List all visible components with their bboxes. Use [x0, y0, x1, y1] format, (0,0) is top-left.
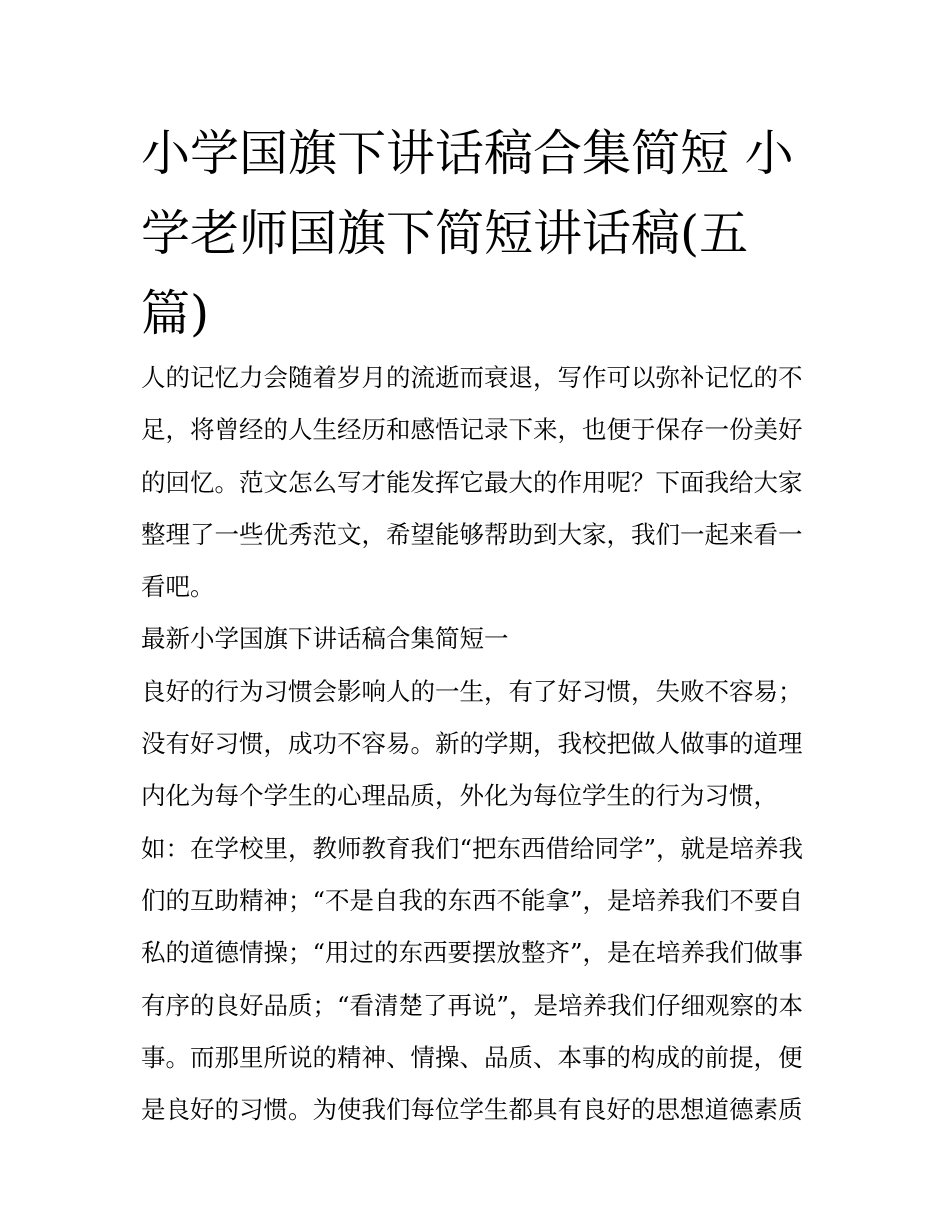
paragraph-line-8: 事。而那里所说的精神、情操、品质、本事的构成的前提，便: [141, 1042, 803, 1072]
paragraph-line-9: 是良好的习惯。为使我们每位学生都具有良好的思想道德素质: [141, 1095, 803, 1125]
document-title: [141, 114, 821, 354]
title-line-2: 学老师国旗下简短讲话稿(五: [141, 205, 749, 262]
paragraph-line-1: 良好的行为习惯会影响人的一生，有了好习惯，失败不容易；: [141, 676, 803, 706]
title-line-3: 篇): [141, 285, 210, 342]
paragraph-line-6: 私的道德情操；“用过的东西要摆放整齐”，是在培养我们做事: [141, 938, 804, 968]
intro-line-1: 人的记忆力会随着岁月的流逝而衰退，写作可以弥补记忆的不: [141, 363, 803, 392]
section-heading: 最新小学国旗下讲话稿合集简短一: [141, 624, 509, 654]
paragraph-line-4: 如：在学校里，教师教育我们“把东西借给同学”，就是培养我: [141, 833, 804, 863]
document-body: [141, 352, 821, 1136]
intro-line-3: 的回忆。范文怎么写才能发挥它最大的作用呢？下面我给大家: [141, 467, 803, 497]
paragraph-line-5: 们的互助精神；“不是自我的东西不能拿”，是培养我们不要自: [141, 885, 804, 915]
intro-line-4: 整理了一些优秀范文，希望能够帮助到大家，我们一起来看一: [141, 519, 803, 549]
intro-line-5: 看吧。: [141, 572, 215, 602]
paragraph-line-7: 有序的良好品质；“看清楚了再说”，是培养我们仔细观察的本: [141, 990, 804, 1020]
intro-line-2: 足，将曾经的人生经历和感悟记录下来，也便于保存一份美好: [141, 415, 803, 445]
paragraph-line-3: 内化为每个学生的心理品质，外化为每位学生的行为习惯，: [141, 781, 778, 811]
title-line-1: 小学国旗下讲话稿合集简短 小: [141, 125, 794, 182]
paragraph-line-2: 没有好习惯，成功不容易。新的学期，我校把做人做事的道理: [141, 729, 803, 759]
